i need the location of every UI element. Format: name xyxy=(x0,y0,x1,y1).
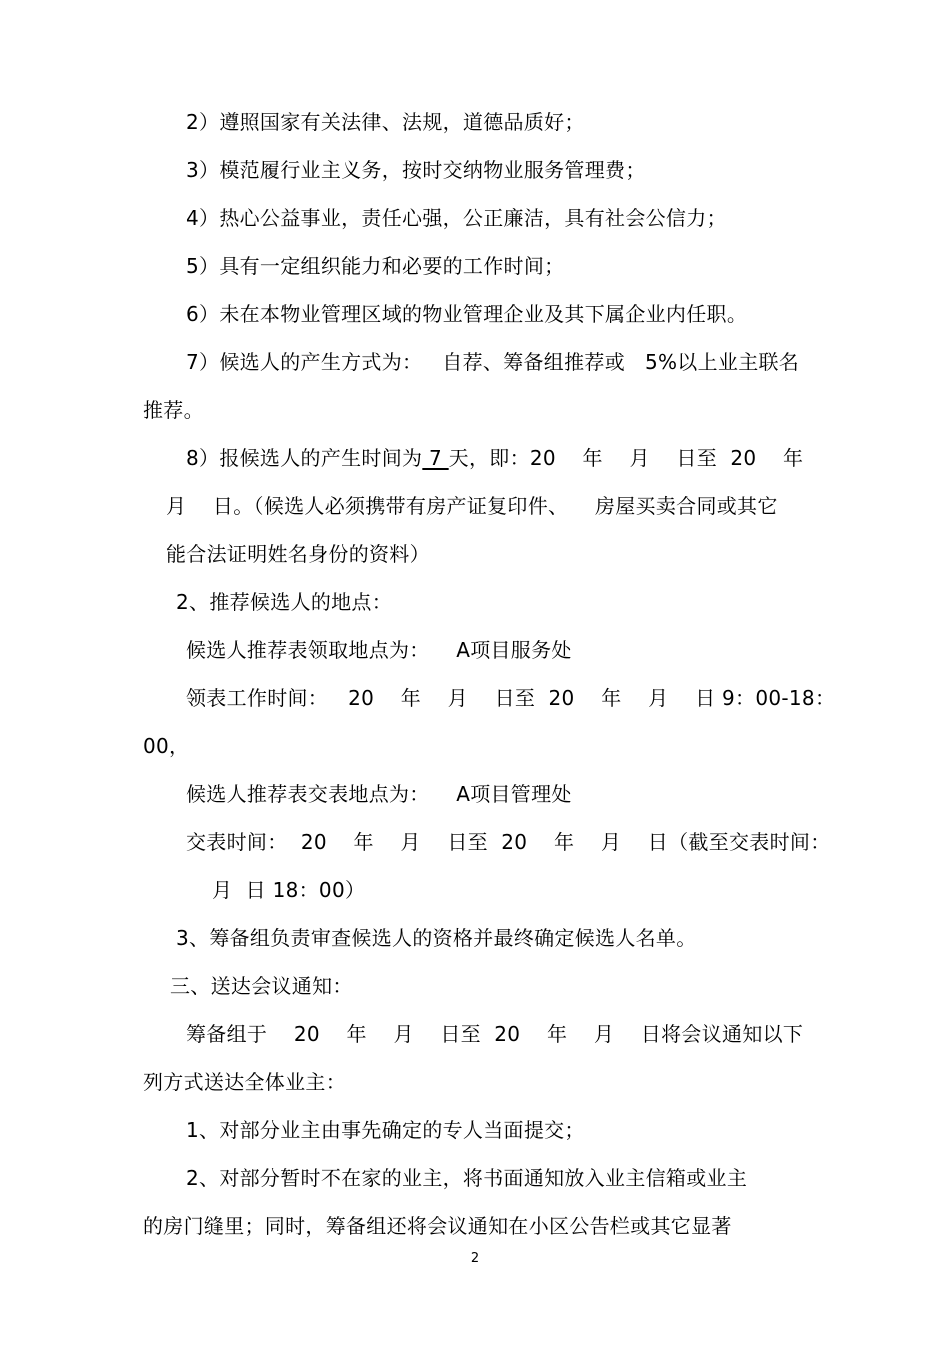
text-line: 2）遵照国家有关法律、法规，道德品质好； xyxy=(186,110,585,134)
text-segment: 天，即：20 年 月 日至 20 年 xyxy=(448,446,804,470)
text-line: 3、筹备组负责审查候选人的资格并最终确定候选人名单。 xyxy=(176,926,697,950)
text-line: 5）具有一定组织能力和必要的工作时间； xyxy=(186,254,565,278)
text-line: 4）热心公益事业，责任心强，公正廉洁，具有社会公信力； xyxy=(186,206,727,230)
text-line: 能合法证明姓名身份的资料） xyxy=(166,542,430,566)
text-line: 月 日 18：00） xyxy=(212,878,366,902)
text-line: 3）模范履行业主义务，按时交纳物业服务管理费； xyxy=(186,158,646,182)
page-number: 2 xyxy=(470,1251,480,1266)
text-line: 2、对部分暂时不在家的业主，将书面通知放入业主信箱或业主 xyxy=(186,1166,748,1190)
section-heading: 三、送达会议通知： xyxy=(170,974,353,998)
text-line: 的房门缝里；同时，筹备组还将会议通知在小区公告栏或其它显著 xyxy=(143,1214,732,1238)
text-line: 筹备组于 20 年 月 日至 20 年 月 日将会议通知以下 xyxy=(186,1022,804,1046)
text-line: 月 日。（候选人必须携带有房产证复印件、 房屋买卖合同或其它 xyxy=(166,494,778,518)
text-line: 1、对部分业主由事先确定的专人当面提交； xyxy=(186,1118,585,1142)
text-line: 交表时间： 20 年 月 日至 20 年 月 日（截至交表时间： xyxy=(186,830,831,854)
text-line: 00， xyxy=(143,734,190,758)
text-line: 7）候选人的产生方式为： 自荐、筹备组推荐或 5%以上业主联名 xyxy=(186,350,800,374)
text-line: 列方式送达全体业主： xyxy=(143,1070,346,1094)
text-line: 候选人推荐表交表地点为： A项目管理处 xyxy=(186,782,572,806)
text-line: 6）未在本物业管理区域的物业管理企业及其下属企业内任职。 xyxy=(186,302,748,326)
text-line: 候选人推荐表领取地点为： A项目服务处 xyxy=(186,638,572,662)
text-segment: 8）报候选人的产生时间为 xyxy=(186,446,423,470)
blank-field-value: 7 xyxy=(422,446,449,470)
text-line: 推荐。 xyxy=(143,398,204,422)
section-heading: 2、推荐候选人的地点： xyxy=(176,590,393,614)
text-line: 领表工作时间： 20 年 月 日至 20 年 月 日 9：00-18： xyxy=(186,686,836,710)
text-line xyxy=(186,446,803,470)
